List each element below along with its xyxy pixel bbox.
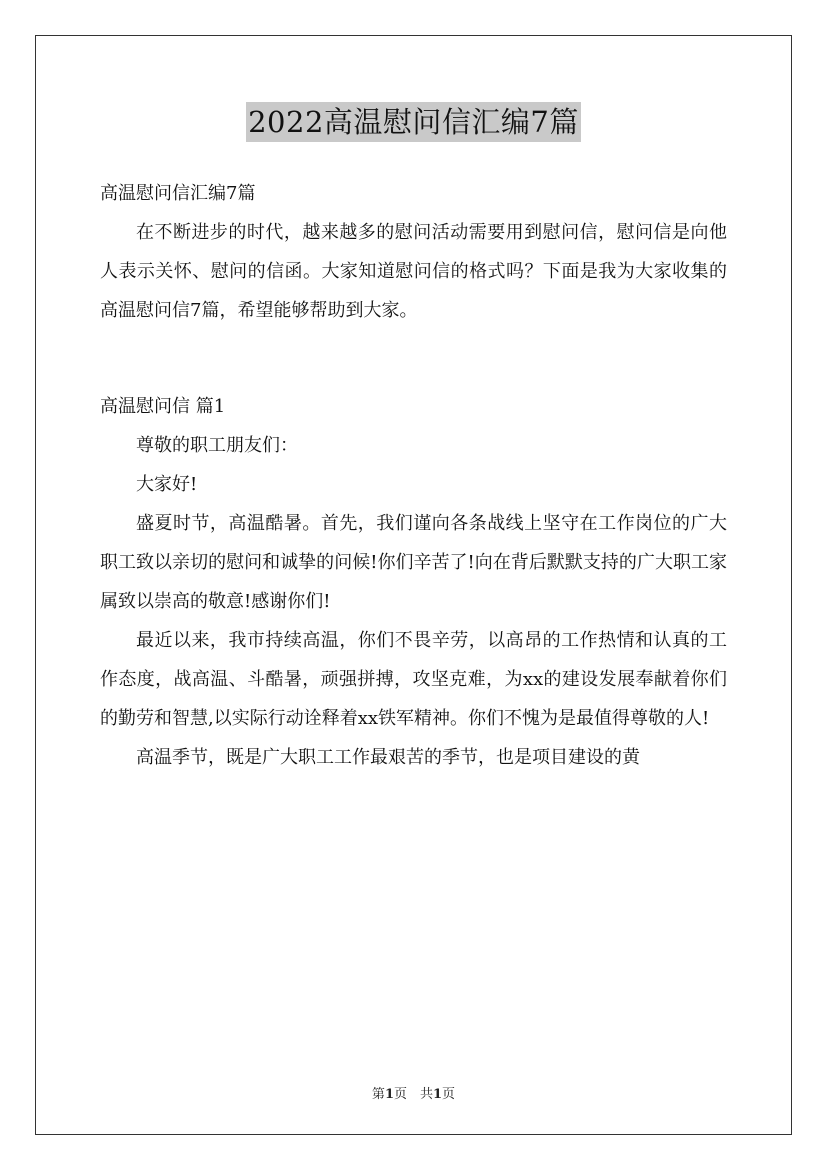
section-spacer bbox=[100, 330, 727, 387]
page-total: 1 bbox=[433, 1087, 443, 1102]
salutation: 尊敬的职工朋友们： bbox=[136, 435, 298, 456]
body-paragraph-2: 最近以来，我市持续高温，你们不畏辛劳，以高昂的工作热情和认真的工作态度，战高温、斗酷暑，顽强拼搏，攻坚克难，为xx的建设发展奉献着你们的勤劳和智慧,以实际行动诠释着xx铁军精神。你们不愧为是最值得尊敬的人! bbox=[100, 630, 727, 729]
intro-paragraph: 在不断进步的时代，越来越多的慰问活动需要用到慰问信，慰问信是向他人表示关怀、慰问的信函。大家知道慰问信的格式吗？下面是我为大家收集的高温慰问信7篇，希望能够帮助到大家。 bbox=[100, 222, 727, 321]
greeting: 大家好! bbox=[136, 474, 198, 495]
page-prefix: 第 bbox=[371, 1087, 385, 1102]
page-suffix: 页 bbox=[442, 1087, 456, 1102]
document-subtitle: 高温慰问信汇编7篇 bbox=[100, 183, 256, 204]
title-container bbox=[0, 102, 827, 142]
body-paragraph-3: 高温季节，既是广大职工工作最艰苦的季节，也是项目建设的黄 bbox=[136, 747, 640, 768]
document-body bbox=[100, 174, 727, 777]
body-paragraph-1: 盛夏时节，高温酷暑。首先，我们谨向各条战线上坚守在工作岗位的广大职工致以亲切的慰问和诚挚的问候!你们辛苦了!向在背后默默支持的广大职工家属致以崇高的敬意!感谢你们! bbox=[100, 513, 727, 612]
page-mid: 页 共 bbox=[393, 1087, 433, 1102]
page-footer bbox=[0, 1083, 827, 1102]
section-heading: 高温慰问信 篇1 bbox=[100, 396, 226, 417]
page-current: 1 bbox=[384, 1087, 394, 1102]
document-title: 2022高温慰问信汇编7篇 bbox=[246, 102, 581, 142]
